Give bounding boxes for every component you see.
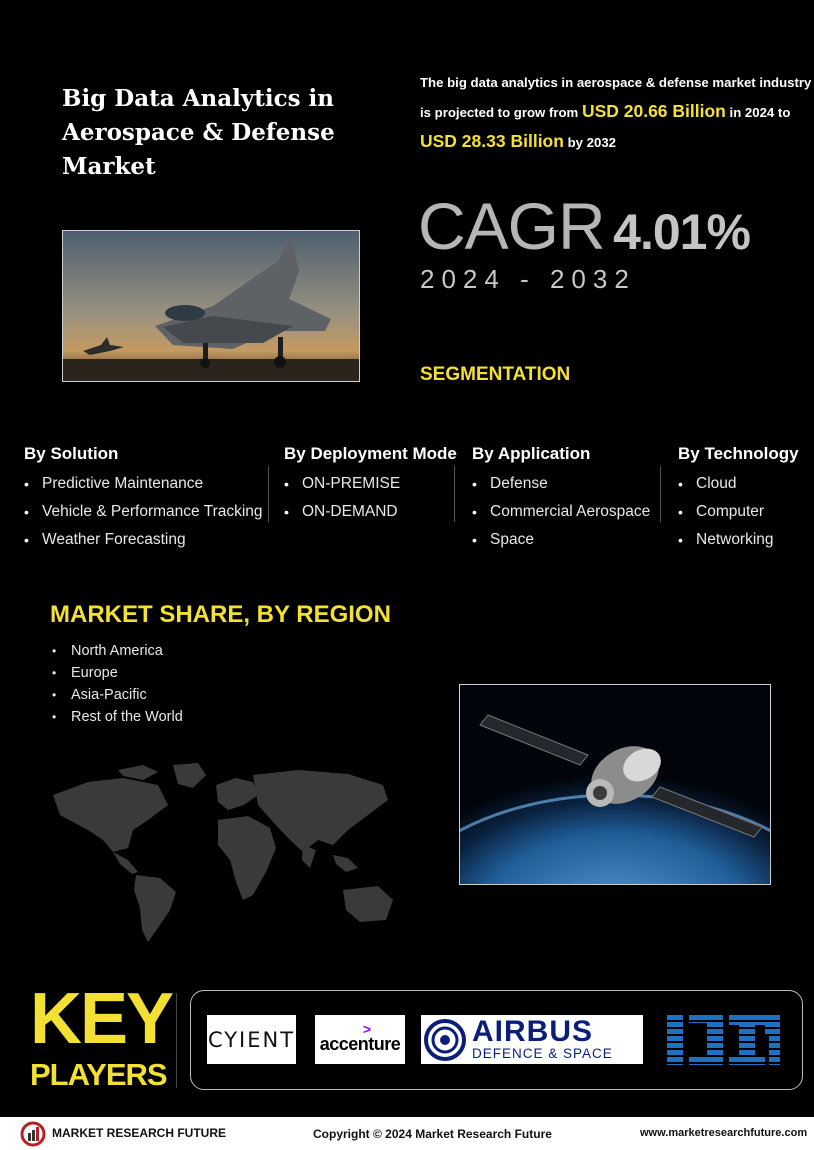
- satellite-image: [459, 684, 771, 885]
- title-line-1: Big Data Analytics in: [62, 85, 335, 112]
- key-players-divider: [176, 993, 177, 1088]
- segment-item: • Cloud: [678, 470, 799, 498]
- page-title: [62, 82, 352, 184]
- intro-text-2: in 2024 to: [729, 105, 791, 120]
- segment-divider: [660, 466, 661, 522]
- segment-item: • Networking: [678, 526, 799, 554]
- segment-heading: By Solution: [24, 444, 119, 463]
- segment-divider: [268, 466, 269, 522]
- airbus-swirl-icon: [424, 1019, 466, 1061]
- segment-item: • Computer: [678, 498, 799, 526]
- cyient-logo-text: CYIENT: [207, 1027, 296, 1052]
- segment-heading: By Deployment Mode: [284, 444, 457, 463]
- region-title: MARKET SHARE, BY REGION: [50, 601, 391, 628]
- segment-item: • ON-DEMAND: [284, 498, 457, 526]
- segment-item: • Space: [472, 526, 650, 554]
- region-item: • North America: [52, 640, 183, 662]
- region-item: • Rest of the World: [52, 706, 183, 728]
- market-intro: [420, 69, 814, 157]
- intro-value-2024: USD 20.66 Billion: [581, 101, 726, 121]
- segment-item: • Weather Forecasting: [24, 526, 263, 554]
- segment-divider: [454, 466, 455, 522]
- region-list: [52, 640, 183, 728]
- footer: [0, 1117, 814, 1150]
- segment-item: • Vehicle & Performance Tracking: [24, 498, 263, 526]
- region-item: • Asia-Pacific: [52, 684, 183, 706]
- segment-heading: By Application: [472, 444, 591, 463]
- segmentation-title: SEGMENTATION: [420, 364, 571, 385]
- footer-brand: MARKET RESEARCH FUTURE: [52, 1126, 226, 1140]
- title-line-3: Market: [62, 153, 156, 180]
- airbus-logo-subtext: DEFENCE & SPACE: [472, 1046, 613, 1061]
- footer-url[interactable]: www.marketresearchfuture.com: [640, 1127, 808, 1139]
- accenture-logo-text: accenture: [319, 1034, 401, 1054]
- key-players-sublabel: PLAYERS: [30, 1057, 167, 1092]
- market-research-future-logo-icon: [20, 1121, 46, 1147]
- cyient-logo: [207, 1015, 296, 1064]
- accenture-logo: [315, 1015, 405, 1064]
- segment-item: • Predictive Maintenance: [24, 470, 263, 498]
- footer-copyright: Copyright © 2024 Market Research Future: [313, 1127, 552, 1141]
- region-item: • Europe: [52, 662, 183, 684]
- fighter-jet-illustration: [63, 231, 359, 381]
- segment-by-technology: [678, 444, 799, 554]
- segment-item: • ON-PREMISE: [284, 470, 457, 498]
- fighter-jet-image: [62, 230, 360, 382]
- intro-text-1: The big data analytics in aerospace & defense market industry is projected to grow from: [420, 75, 812, 120]
- segment-item: • Defense: [472, 470, 650, 498]
- segment-item: • Commercial Aerospace: [472, 498, 650, 526]
- cagr-label: CAGR: [418, 189, 605, 263]
- airbus-logo-text: AIRBUS: [472, 1015, 594, 1048]
- ibm-logo: [661, 1015, 786, 1065]
- satellite-illustration: [460, 685, 770, 884]
- cagr-years: 2024 - 2032: [420, 264, 636, 294]
- airbus-logo: [421, 1015, 643, 1064]
- intro-text-3: by 2032: [567, 135, 617, 150]
- accenture-chevron-icon: >: [362, 1021, 372, 1037]
- segment-by-solution: [24, 444, 263, 554]
- cagr-value: 4.01%: [613, 204, 750, 260]
- world-map-image: [48, 760, 398, 945]
- title-line-2: Aerospace & Defense: [62, 119, 335, 146]
- segment-by-application: [472, 444, 650, 554]
- cagr-block: [418, 188, 750, 264]
- segment-heading: By Technology: [678, 444, 799, 463]
- segment-by-deployment-mode: [284, 444, 457, 526]
- key-players-label: KEY: [30, 979, 173, 1059]
- intro-value-2032: USD 28.33 Billion: [420, 131, 564, 151]
